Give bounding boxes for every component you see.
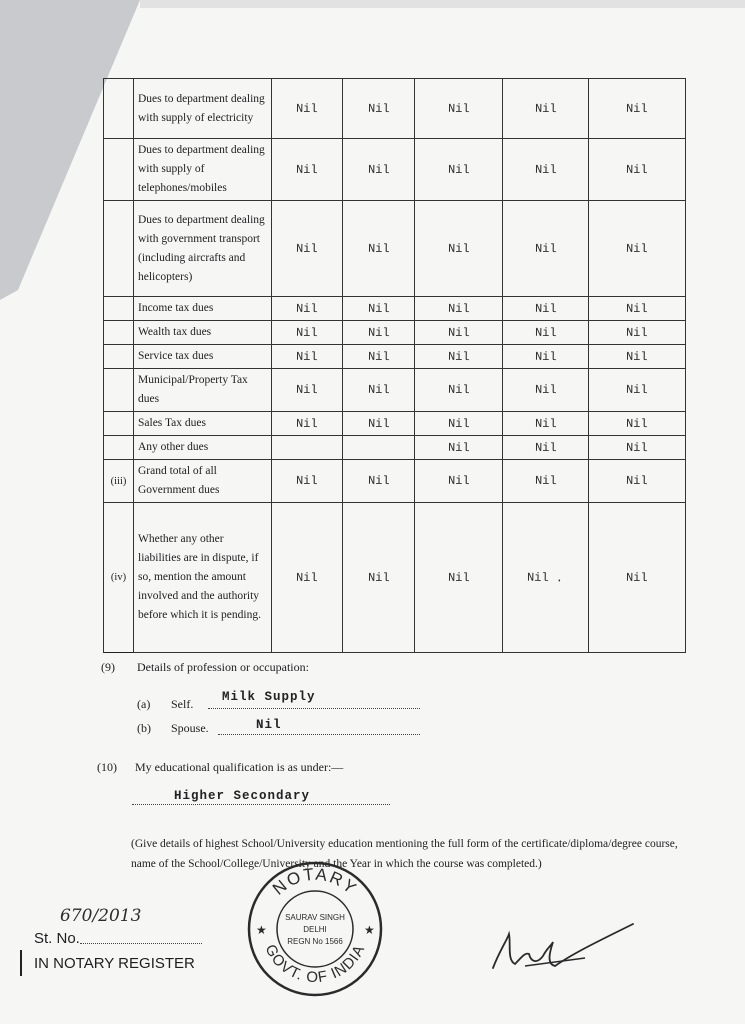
section-10-heading: My educational qualification is as under:—: [135, 760, 344, 774]
dues-value: Nil: [534, 101, 557, 116]
dues-value: Nil: [447, 349, 470, 364]
dues-value: Nil: [447, 301, 470, 316]
table-row: [104, 139, 686, 201]
dues-value: Nil: [296, 162, 318, 177]
table-row: [104, 297, 686, 321]
dues-value-cell: [503, 321, 589, 345]
dues-value-cell: [343, 79, 415, 139]
dues-value-cell: [415, 503, 503, 653]
dues-value: Nil: [534, 301, 557, 316]
dues-value: Nil: [447, 440, 470, 455]
dues-value-cell: [272, 436, 343, 460]
dues-value: Nil: [296, 349, 318, 364]
dues-value: Nil: [534, 473, 557, 489]
row-label: Income tax dues: [134, 297, 272, 321]
row-item-number: [104, 297, 134, 321]
dues-value-cell: [503, 503, 589, 653]
scan-edge: [140, 0, 745, 8]
dues-value-cell: [503, 460, 589, 503]
dues-value-cell: [503, 369, 589, 412]
dues-value: Nil: [534, 382, 557, 398]
dues-value-cell: [589, 139, 686, 201]
qualification-instructions: (Give details of highest School/University education mentioning the full form of the certificate/diploma/degree course, name of the School/College/University and the Year in which the course was completed.): [131, 838, 678, 870]
dues-value: Nil: [534, 349, 557, 364]
dues-value: Nil .: [527, 570, 564, 585]
row-item-number: (iv): [104, 503, 134, 653]
dues-value-cell: [589, 460, 686, 503]
dues-value-cell: [589, 321, 686, 345]
qualification-value: Higher Secondary: [174, 789, 311, 803]
row-label: Dues to department dealing with supply of electricity: [134, 79, 272, 139]
qualification-dotted-line: [132, 804, 390, 805]
dues-value-cell: [415, 297, 503, 321]
dues-value-cell: [343, 503, 415, 653]
section-9-number: (9): [101, 660, 115, 674]
row-item-number: [104, 412, 134, 436]
dues-value-cell: [503, 412, 589, 436]
dues-value: Nil: [534, 162, 557, 177]
dues-value-cell: [589, 201, 686, 297]
dues-value-cell: [589, 503, 686, 653]
table-row: [104, 503, 686, 653]
svg-text:REGN No 1566: REGN No 1566: [287, 937, 343, 946]
dues-value: Nil: [626, 349, 648, 364]
dues-value: Nil: [447, 162, 470, 177]
st-no-dotted-line: [80, 943, 202, 944]
dues-value: Nil: [296, 325, 318, 340]
dues-value: Nil: [626, 382, 648, 398]
self-occupation-value: Milk Supply: [222, 690, 316, 704]
dues-value-cell: [343, 412, 415, 436]
row-item-number: [104, 79, 134, 139]
row-item-number: [104, 139, 134, 201]
dues-value: Nil: [296, 416, 318, 431]
dues-value-cell: [343, 139, 415, 201]
dues-value: Nil: [367, 325, 390, 340]
spouse-occupation-value: Nil: [256, 718, 282, 732]
dues-value-cell: [415, 412, 503, 436]
row-label: Sales Tax dues: [134, 412, 272, 436]
dues-value-cell: [415, 345, 503, 369]
dues-value-cell: [589, 369, 686, 412]
dues-value: Nil: [626, 473, 648, 489]
dues-value: Nil: [447, 325, 470, 340]
dues-value: Nil: [447, 473, 470, 489]
dues-value: Nil: [534, 416, 557, 431]
dues-value: Nil: [296, 473, 318, 489]
table-row: [104, 369, 686, 412]
dues-value-cell: [272, 201, 343, 297]
section-10-number: (10): [97, 760, 117, 774]
dues-value-cell: [272, 79, 343, 139]
dues-value: Nil: [626, 440, 648, 455]
row-item-number: (iii): [104, 460, 134, 503]
register-handwritten-number: 670/2013: [60, 906, 142, 926]
dues-value: Nil: [296, 101, 318, 116]
dues-value: Nil: [447, 416, 470, 431]
self-dotted-line: [208, 708, 420, 709]
svg-text:SAURAV SINGH: SAURAV SINGH: [285, 913, 345, 922]
dues-value: Nil: [296, 382, 318, 398]
svg-text:DELHI: DELHI: [303, 925, 327, 934]
table-row: [104, 345, 686, 369]
self-label: Self.: [171, 697, 194, 711]
spouse-marker: (b): [137, 721, 151, 735]
row-label: Municipal/Property Tax dues: [134, 369, 272, 412]
dues-value: Nil: [367, 349, 390, 364]
row-label: Dues to department dealing with government transport (including aircrafts and helicopters): [134, 201, 272, 297]
dues-value: Nil: [296, 301, 318, 316]
table-row: [104, 321, 686, 345]
dues-value-cell: [343, 436, 415, 460]
table-row: [104, 436, 686, 460]
dues-value-cell: [503, 345, 589, 369]
dues-value-cell: [589, 297, 686, 321]
dues-value-cell: [343, 297, 415, 321]
spouse-label: Spouse.: [171, 721, 209, 735]
svg-text:GOVT. OF INDIA: GOVT. OF INDIA: [261, 941, 369, 987]
dues-value: Nil: [626, 241, 648, 256]
dues-value-cell: [272, 139, 343, 201]
dues-value: Nil: [367, 241, 390, 256]
table-row: [104, 79, 686, 139]
row-item-number: [104, 201, 134, 297]
dues-value-cell: [589, 345, 686, 369]
svg-text:★: ★: [364, 923, 375, 937]
st-no-label: St. No.: [34, 930, 80, 947]
dues-value: Nil: [367, 101, 390, 116]
dues-value-cell: [272, 297, 343, 321]
dues-value-cell: [503, 79, 589, 139]
svg-text:NOTARY: NOTARY: [268, 864, 362, 899]
dues-value: Nil: [447, 101, 470, 116]
dues-value: Nil: [626, 301, 648, 316]
margin-mark: [20, 950, 22, 976]
dues-value-cell: [343, 321, 415, 345]
notary-stamp: [244, 858, 386, 1005]
dues-value-cell: [503, 297, 589, 321]
svg-text:★: ★: [256, 923, 267, 937]
dues-value-cell: [415, 79, 503, 139]
row-label: Grand total of all Government dues: [134, 460, 272, 503]
dues-value: Nil: [296, 241, 318, 256]
table-row: [104, 201, 686, 297]
dues-value-cell: [343, 369, 415, 412]
dues-value-cell: [503, 139, 589, 201]
dues-value: Nil: [296, 570, 318, 585]
dues-value: Nil: [447, 570, 470, 585]
row-item-number: [104, 369, 134, 412]
notary-register-label: IN NOTARY REGISTER: [34, 955, 195, 972]
dues-value-cell: [589, 412, 686, 436]
dues-value: Nil: [447, 241, 470, 256]
signature: [485, 912, 645, 987]
dues-value: Nil: [626, 101, 648, 116]
dues-value: Nil: [534, 241, 557, 256]
row-label: Dues to department dealing with supply of telephones/mobiles: [134, 139, 272, 201]
dues-value-cell: [589, 79, 686, 139]
dues-value: Nil: [626, 416, 648, 431]
row-item-number: [104, 321, 134, 345]
row-item-number: [104, 436, 134, 460]
dues-value-cell: [415, 460, 503, 503]
dues-value: Nil: [367, 301, 390, 316]
row-label: Whether any other liabilities are in dispute, if so, mention the amount involved and the authority before which it is pending.: [134, 503, 272, 653]
dues-value: Nil: [367, 416, 390, 431]
dues-value-cell: [272, 345, 343, 369]
dues-value: Nil: [367, 570, 390, 585]
dues-value-cell: [589, 436, 686, 460]
row-label: Wealth tax dues: [134, 321, 272, 345]
dues-value: Nil: [626, 570, 648, 585]
section-9-heading: Details of profession or occupation:: [137, 660, 309, 674]
dues-value-cell: [503, 436, 589, 460]
table-row: [104, 460, 686, 503]
row-item-number: [104, 345, 134, 369]
dues-value-cell: [272, 460, 343, 503]
government-dues-table: [103, 78, 686, 653]
dues-value-cell: [343, 460, 415, 503]
dues-value-cell: [343, 201, 415, 297]
dues-value: Nil: [367, 473, 390, 489]
dues-value: Nil: [367, 382, 390, 398]
dues-value-cell: [415, 436, 503, 460]
dues-value-cell: [272, 369, 343, 412]
dues-value: Nil: [447, 382, 470, 398]
spouse-dotted-line: [218, 734, 420, 735]
self-marker: (a): [137, 697, 151, 711]
dues-value-cell: [343, 345, 415, 369]
dues-value-cell: [415, 321, 503, 345]
dues-value-cell: [272, 412, 343, 436]
dues-value-cell: [272, 503, 343, 653]
dues-value: Nil: [626, 162, 648, 177]
dues-value: Nil: [534, 325, 557, 340]
row-label: Service tax dues: [134, 345, 272, 369]
row-label: Any other dues: [134, 436, 272, 460]
dues-value: Nil: [367, 162, 390, 177]
dues-value: Nil: [534, 440, 557, 455]
table-row: [104, 412, 686, 436]
dues-value: Nil: [626, 325, 648, 340]
dues-value-cell: [272, 321, 343, 345]
dues-value-cell: [415, 369, 503, 412]
dues-value-cell: [415, 139, 503, 201]
dues-value-cell: [503, 201, 589, 297]
dues-value-cell: [415, 201, 503, 297]
